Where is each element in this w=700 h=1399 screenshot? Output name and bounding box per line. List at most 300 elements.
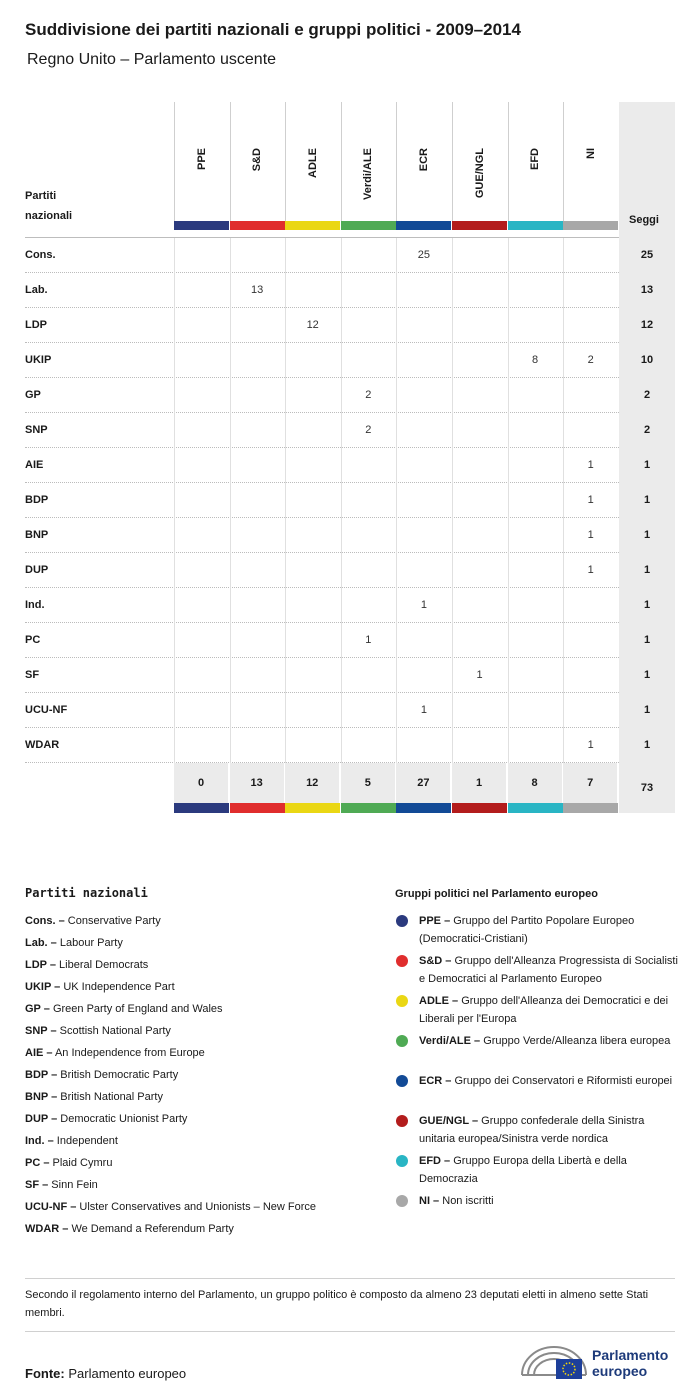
seats-header-label: Seggi <box>629 214 659 226</box>
table-body <box>25 238 675 763</box>
seat-count-cell <box>452 413 507 448</box>
column-divider <box>452 102 453 230</box>
party-legend-abbr: DUP – <box>25 1113 58 1125</box>
group-total-cell: 27 <box>396 763 451 803</box>
seat-count-cell <box>230 553 285 588</box>
group-legend-item <box>395 952 680 988</box>
seat-count-cell: 25 <box>417 249 431 261</box>
party-legend-item <box>25 1042 365 1064</box>
party-legend-item <box>25 1218 365 1240</box>
party-legend-abbr: Lab. – <box>25 937 57 949</box>
group-name <box>196 148 208 170</box>
seat-count-cell <box>285 553 340 588</box>
seat-count-cell <box>396 658 451 693</box>
column-divider <box>396 102 397 230</box>
seat-count-cell <box>230 483 285 518</box>
group-legend-item <box>395 992 680 1028</box>
seat-count-cell <box>341 588 396 623</box>
seat-count-cell <box>230 518 285 553</box>
seat-count-cell <box>285 623 340 658</box>
seat-count-cell <box>508 413 563 448</box>
group-legend-full: Gruppo dei Conservatori e Riformisti europei <box>454 1075 673 1087</box>
group-legend-abbr: GUE/NGL – <box>419 1115 479 1127</box>
party-legend-full: Conservative Party <box>67 915 161 927</box>
party-legend-item <box>25 1064 365 1086</box>
group-total-cell: 13 <box>230 763 285 803</box>
seat-count-cell <box>341 658 396 693</box>
group-total-cell: 5 <box>341 763 396 803</box>
column-divider <box>285 102 286 230</box>
seat-count-cell <box>341 238 396 273</box>
party-name: Cons. <box>25 249 56 261</box>
party-total-cell: 2 <box>619 413 675 448</box>
seat-count-cell: 1 <box>365 634 372 646</box>
seat-count-cell <box>396 553 451 588</box>
seat-count-cell <box>174 273 229 308</box>
seat-count-cell <box>508 308 563 343</box>
table-row <box>25 308 675 343</box>
seat-count-cell <box>174 728 229 763</box>
group-legend-full: Non iscritti <box>442 1195 494 1207</box>
seat-count-cell <box>230 378 285 413</box>
seat-count-cell <box>396 623 451 658</box>
table-row <box>25 553 675 588</box>
group-color-dot-icon <box>396 1195 408 1207</box>
group-total-color-bar <box>563 803 618 813</box>
table-row <box>25 728 675 763</box>
seat-count-cell <box>285 588 340 623</box>
party-legend-abbr: GP – <box>25 1003 50 1015</box>
group-color-bar <box>341 221 396 230</box>
group-name <box>529 148 541 170</box>
party-name: PC <box>25 634 41 646</box>
seat-count-cell <box>341 728 396 763</box>
seat-count-cell: 1 <box>587 739 594 751</box>
party-name: SF <box>25 669 40 681</box>
party-name: BDP <box>25 494 49 506</box>
seat-count-cell <box>563 693 618 728</box>
seat-count-cell <box>452 553 507 588</box>
party-legend-full: An Independence from Europe <box>54 1047 205 1059</box>
table-row <box>25 693 675 728</box>
group-color-bar <box>285 221 340 230</box>
seat-count-cell <box>285 413 340 448</box>
group-legend-item <box>395 912 680 948</box>
table-row <box>25 273 675 308</box>
seat-count-cell <box>508 483 563 518</box>
seat-count-cell <box>563 413 618 448</box>
seat-count-cell <box>452 238 507 273</box>
group-total-cell: 0 <box>174 763 229 803</box>
source-line <box>25 1366 186 1381</box>
source-value: Parlamento europeo <box>68 1366 187 1381</box>
seats-column-header <box>619 102 675 238</box>
group-color-dot-icon <box>396 1155 408 1167</box>
group-color-dot-icon <box>396 1115 408 1127</box>
column-divider <box>174 102 175 230</box>
party-legend-abbr: UCU-NF – <box>25 1201 77 1213</box>
seat-count-cell <box>452 693 507 728</box>
party-total-cell: 1 <box>619 693 675 728</box>
table-row <box>25 413 675 448</box>
party-name: SNP <box>25 424 48 436</box>
table-row <box>25 658 675 693</box>
party-name: GP <box>25 389 41 401</box>
seat-count-cell <box>285 378 340 413</box>
party-legend-abbr: LDP – <box>25 959 56 971</box>
seat-count-cell <box>508 378 563 413</box>
seat-count-cell: 13 <box>250 284 264 296</box>
party-name: WDAR <box>25 739 60 751</box>
party-total-cell: 25 <box>619 238 675 273</box>
party-total-cell: 1 <box>619 448 675 483</box>
group-legend-full: Gruppo confederale della Sinistra unitaria europea/Sinistra verde nordica <box>419 1115 645 1145</box>
group-legend-abbr: NI – <box>419 1195 440 1207</box>
seat-count-cell <box>452 273 507 308</box>
seat-count-cell <box>230 343 285 378</box>
party-legend-full: UK Independence Part <box>63 981 175 993</box>
seat-count-cell <box>174 343 229 378</box>
seat-count-cell <box>452 308 507 343</box>
table-row <box>25 588 675 623</box>
seat-count-cell <box>452 448 507 483</box>
seat-count-cell <box>174 378 229 413</box>
seat-count-cell <box>285 658 340 693</box>
party-legend-full: Ulster Conservatives and Unionists – New Force <box>79 1201 316 1213</box>
seat-count-cell <box>396 343 451 378</box>
group-name-text: NI <box>584 148 597 159</box>
group-legend-abbr: PPE – <box>419 915 451 927</box>
seat-count-cell <box>341 553 396 588</box>
party-legend-item <box>25 1020 365 1042</box>
seat-count-cell <box>285 518 340 553</box>
party-legend-full: Democratic Unionist Party <box>60 1113 188 1125</box>
seat-count-cell <box>174 553 229 588</box>
seat-count-cell: 1 <box>420 599 427 611</box>
party-column-header: Partiti nazionali <box>25 190 73 222</box>
seat-count-cell <box>508 238 563 273</box>
seat-count-cell <box>341 448 396 483</box>
european-parliament-hemicycle-icon <box>520 1345 588 1381</box>
party-legend-heading: Partiti nazionali <box>25 886 148 900</box>
seat-count-cell <box>230 448 285 483</box>
party-name: Ind. <box>25 599 45 611</box>
party-legend-item <box>25 932 365 954</box>
party-name: DUP <box>25 564 49 576</box>
party-total-cell: 1 <box>619 728 675 763</box>
seat-count-cell: 1 <box>587 564 594 576</box>
seat-count-cell <box>508 623 563 658</box>
group-total-color-bar <box>174 803 229 813</box>
seat-count-cell <box>230 728 285 763</box>
seat-count-cell <box>230 413 285 448</box>
seat-count-cell <box>341 483 396 518</box>
group-total-color-bar <box>396 803 451 813</box>
group-name-text: ECR <box>417 148 430 172</box>
group-legend-abbr: ECR – <box>419 1075 452 1087</box>
seat-count-cell: 12 <box>306 319 319 331</box>
party-legend-abbr: AIE – <box>25 1047 53 1059</box>
seat-count-cell <box>508 273 563 308</box>
seat-count-cell <box>508 518 563 553</box>
seat-count-cell <box>508 658 563 693</box>
party-name: Lab. <box>25 284 48 296</box>
group-color-bar <box>174 221 229 230</box>
group-column-header <box>341 102 396 230</box>
page-title: Suddivisione dei partiti nazionali e gruppi politici - 2009–2014 <box>25 20 521 39</box>
group-color-bar <box>563 221 618 230</box>
table-row <box>25 518 675 553</box>
group-name <box>418 148 430 171</box>
column-divider <box>230 102 231 230</box>
seat-count-cell <box>396 308 451 343</box>
party-legend-full: Sinn Fein <box>51 1179 98 1191</box>
group-name-text: S&D <box>251 148 264 172</box>
seat-count-cell <box>230 238 285 273</box>
seat-count-cell <box>341 693 396 728</box>
logo-line-2: europeo <box>592 1363 648 1379</box>
party-legend-full: Green Party of England and Wales <box>52 1003 223 1015</box>
group-legend-heading: Gruppi politici nel Parlamento europeo <box>395 888 598 900</box>
seat-count-cell: 1 <box>587 459 594 471</box>
party-total-cell: 1 <box>619 623 675 658</box>
table-row <box>25 483 675 518</box>
group-color-dot-icon <box>396 995 408 1007</box>
party-name: UCU-NF <box>25 704 68 716</box>
group-color-dot-icon <box>396 955 408 967</box>
party-legend-abbr: PC – <box>25 1157 50 1169</box>
group-column-header <box>563 102 618 230</box>
seat-count-cell <box>285 343 340 378</box>
european-parliament-logo <box>520 1343 680 1383</box>
seat-count-cell <box>396 273 451 308</box>
party-legend-item <box>25 1152 365 1174</box>
party-legend-full: Liberal Democrats <box>59 959 149 971</box>
seat-count-cell: 1 <box>420 704 427 716</box>
group-total-cell: 8 <box>508 763 563 803</box>
group-name-text: GUE/NGL <box>473 148 486 199</box>
table-row <box>25 623 675 658</box>
party-legend-abbr: BNP – <box>25 1091 58 1103</box>
seat-count-cell <box>452 623 507 658</box>
party-legend-full: Independent <box>56 1135 118 1147</box>
party-legend-abbr: SF – <box>25 1179 49 1191</box>
group-legend-abbr: Verdi/ALE – <box>419 1035 481 1047</box>
logo-text <box>592 1347 668 1379</box>
seat-count-cell <box>452 728 507 763</box>
seat-count-cell <box>396 483 451 518</box>
seat-count-cell <box>341 308 396 343</box>
party-legend-abbr: BDP – <box>25 1069 58 1081</box>
party-legend-full: Plaid Cymru <box>52 1157 113 1169</box>
seat-count-cell <box>452 518 507 553</box>
group-legend-abbr: EFD – <box>419 1155 451 1167</box>
seat-count-cell: 2 <box>365 424 372 436</box>
party-total-cell: 2 <box>619 378 675 413</box>
party-legend-abbr: UKIP – <box>25 981 61 993</box>
group-color-bar <box>508 221 563 230</box>
group-name <box>585 148 597 159</box>
seat-count-cell <box>452 378 507 413</box>
party-legend-full: Labour Party <box>59 937 123 949</box>
seat-count-cell <box>396 728 451 763</box>
party-legend-item <box>25 976 365 998</box>
seat-count-cell <box>230 588 285 623</box>
party-legend-abbr: WDAR – <box>25 1223 69 1235</box>
party-total-cell: 1 <box>619 518 675 553</box>
party-total-cell: 1 <box>619 553 675 588</box>
group-legend-full: Gruppo dell'Alleanza dei Democratici e dei Liberali per l'Europa <box>419 995 669 1025</box>
group-name <box>307 148 319 178</box>
party-legend-abbr: Cons. – <box>25 915 65 927</box>
party-name: UKIP <box>25 354 52 366</box>
party-legend-item <box>25 910 365 932</box>
seat-count-cell <box>563 378 618 413</box>
group-column-header <box>285 102 340 230</box>
seat-count-cell <box>452 588 507 623</box>
party-legend <box>25 886 365 1240</box>
group-name <box>251 148 263 171</box>
seat-count-cell <box>285 238 340 273</box>
seat-count-cell <box>285 448 340 483</box>
party-total-cell: 1 <box>619 588 675 623</box>
seat-count-cell <box>174 238 229 273</box>
group-column-header <box>508 102 563 230</box>
party-legend-abbr: Ind. – <box>25 1135 54 1147</box>
seat-count-cell <box>508 588 563 623</box>
group-legend-full: Gruppo del Partito Popolare Europeo (Democratici-Cristiani) <box>419 915 635 945</box>
seat-count-cell <box>230 308 285 343</box>
table-row <box>25 343 675 378</box>
seat-count-cell <box>174 413 229 448</box>
group-total-cell: 7 <box>563 763 618 803</box>
party-total-cell: 1 <box>619 483 675 518</box>
party-legend-full: British National Party <box>60 1091 163 1103</box>
party-legend-item <box>25 1086 365 1108</box>
party-legend-item <box>25 954 365 976</box>
note-divider-top <box>25 1278 675 1279</box>
group-total-cell: 1 <box>452 763 507 803</box>
seat-count-cell <box>396 413 451 448</box>
seat-count-cell <box>174 658 229 693</box>
group-column-header <box>230 102 285 230</box>
party-legend-abbr: SNP – <box>25 1025 57 1037</box>
group-name-text: Verdi/ALE <box>362 148 375 200</box>
group-legend-full: Gruppo Europa della Libertà e della Democrazia <box>419 1155 627 1185</box>
seat-count-cell <box>396 378 451 413</box>
seat-count-cell <box>508 728 563 763</box>
seat-count-cell <box>563 658 618 693</box>
group-legend-abbr: S&D – <box>419 955 452 967</box>
seat-count-cell <box>563 273 618 308</box>
group-legend-abbr: ADLE – <box>419 995 459 1007</box>
party-legend-item <box>25 1130 365 1152</box>
note-divider-bottom <box>25 1331 675 1332</box>
party-legend-full: Scottish National Party <box>59 1025 171 1037</box>
party-legend-item <box>25 1174 365 1196</box>
seat-count-cell <box>174 623 229 658</box>
seat-count-cell <box>452 343 507 378</box>
group-total-color-bar <box>452 803 507 813</box>
group-total-color-bar <box>341 803 396 813</box>
grand-total-cell: 73 <box>619 763 675 813</box>
seat-count-cell <box>174 448 229 483</box>
column-divider <box>508 102 509 230</box>
group-legend-item <box>395 1192 680 1210</box>
party-total-cell: 10 <box>619 343 675 378</box>
seat-count-cell <box>285 483 340 518</box>
group-total-color-bar <box>508 803 563 813</box>
group-color-dot-icon <box>396 1075 408 1087</box>
table-header <box>25 102 675 238</box>
table-row <box>25 238 675 273</box>
group-color-bar <box>396 221 451 230</box>
column-divider <box>563 102 564 230</box>
column-divider <box>341 102 342 230</box>
seat-count-cell <box>174 693 229 728</box>
seat-count-cell <box>174 588 229 623</box>
seat-count-cell <box>285 728 340 763</box>
seat-count-cell: 1 <box>587 529 594 541</box>
seat-count-cell <box>563 308 618 343</box>
party-total-cell: 12 <box>619 308 675 343</box>
seat-count-cell <box>396 518 451 553</box>
footnote: Secondo il regolamento interno del Parlamento, un gruppo politico è composto da almeno 23 deputati eletti in almeno sette Stati membri. <box>25 1289 649 1319</box>
group-legend-item <box>395 1072 680 1108</box>
group-totals-row <box>174 763 675 813</box>
party-name: AIE <box>25 459 44 471</box>
party-legend-item <box>25 1108 365 1130</box>
seat-count-cell <box>230 623 285 658</box>
group-name-text: PPE <box>195 148 208 171</box>
group-color-bar <box>452 221 507 230</box>
group-legend-full: Gruppo dell'Alleanza Progressista di Socialisti e Democratici al Parlamento Europeo <box>419 955 678 985</box>
seat-count-cell <box>174 518 229 553</box>
seat-count-cell <box>285 693 340 728</box>
seat-count-cell <box>174 483 229 518</box>
seat-count-cell: 1 <box>476 669 483 681</box>
party-total-cell: 13 <box>619 273 675 308</box>
group-color-dot-icon <box>396 915 408 927</box>
seat-count-cell <box>508 448 563 483</box>
page-subtitle: Regno Unito – Parlamento uscente <box>27 51 277 68</box>
group-column-header <box>396 102 451 230</box>
group-column-header <box>174 102 229 230</box>
group-total-color-bar <box>230 803 285 813</box>
party-legend-item <box>25 998 365 1020</box>
party-name: BNP <box>25 529 49 541</box>
group-color-bar <box>230 221 285 230</box>
group-name-text: EFD <box>529 148 542 170</box>
group-legend-item <box>395 1112 680 1148</box>
group-name-text: ADLE <box>306 148 319 178</box>
party-total-cell: 1 <box>619 658 675 693</box>
source-label: Fonte: <box>25 1366 65 1381</box>
party-legend-full: We Demand a Referendum Party <box>71 1223 234 1235</box>
seat-count-cell <box>396 448 451 483</box>
group-column-header <box>452 102 507 230</box>
group-legend-full: Gruppo Verde/Alleanza libera europea <box>483 1035 671 1047</box>
seat-count-cell <box>563 588 618 623</box>
group-legend-item <box>395 1152 680 1188</box>
group-legend-item <box>395 1032 680 1068</box>
seat-count-cell <box>508 693 563 728</box>
party-legend-item <box>25 1196 365 1218</box>
party-name: LDP <box>25 319 47 331</box>
seat-count-cell <box>452 483 507 518</box>
party-legend-full: British Democratic Party <box>60 1069 179 1081</box>
seat-count-cell <box>563 623 618 658</box>
